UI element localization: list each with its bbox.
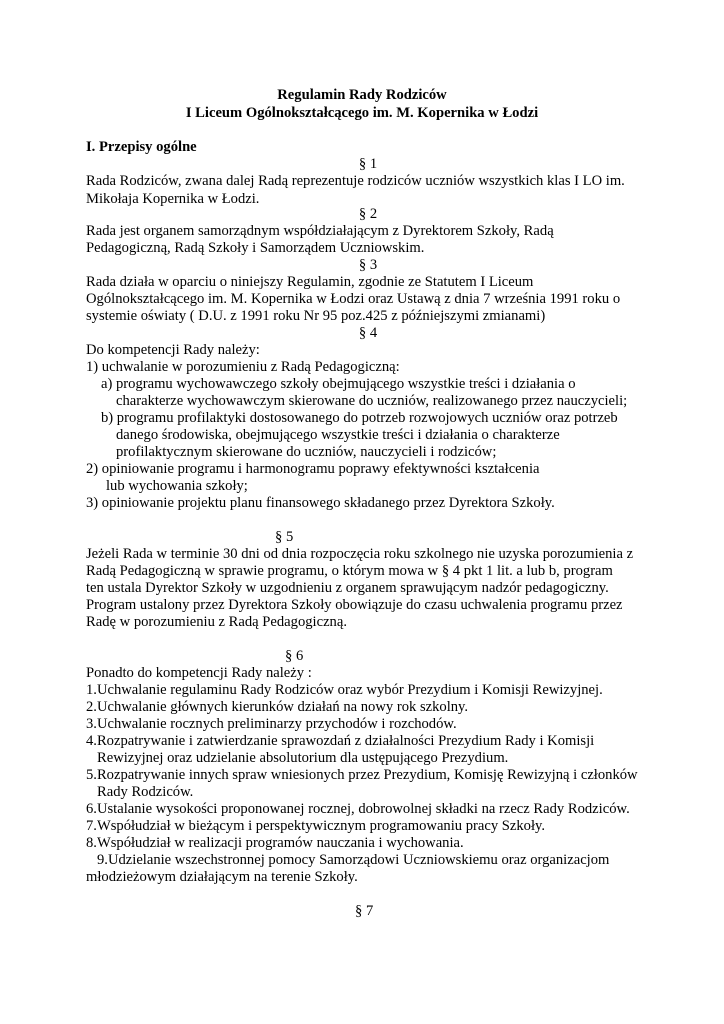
list-item: 1.Uchwalanie regulaminu Rady Rodziców oraz wybór Prezydium i Komisji Rewizyjnej.	[86, 682, 603, 698]
list-item: danego środowiska, obejmującego wszystkie treści i działania o charakterze	[116, 427, 560, 443]
list-item: młodzieżowym działającym na terenie Szkoły.	[86, 869, 358, 885]
paragraph-number: § 2	[358, 206, 378, 222]
list-item: 8.Współudział w realizacji programów nauczania i wychowania.	[86, 835, 464, 851]
paragraph-line: Rada jest organem samorządnym współdziałającym z Dyrektorem Szkoły, Radą	[86, 223, 554, 239]
list-item: 6.Ustalanie wysokości proponowanej rocznej, dobrowolnej składki na rzecz Rady Rodziców.	[86, 801, 630, 817]
list-item: 2) opiniowanie programu i harmonogramu poprawy efektywności kształcenia	[86, 461, 540, 477]
paragraph-line: Mikołaja Kopernika w Łodzi.	[86, 191, 260, 207]
paragraph-line: Do kompetencji Rady należy:	[86, 342, 260, 358]
paragraph-number: § 3	[358, 257, 378, 273]
list-item: 9.Udzielanie wszechstronnej pomocy Samorządowi Uczniowskiemu oraz organizacjom	[97, 852, 610, 868]
paragraph-line: Rada Rodziców, zwana dalej Radą reprezentuje rodziców uczniów wszystkich klas I LO im.	[86, 173, 625, 189]
document-subtitle: I Liceum Ogólnokształcącego im. M. Kopernika w Łodzi	[185, 105, 539, 121]
paragraph-line: systemie oświaty ( D.U. z 1991 roku Nr 95 poz.425 z późniejszymi zmianami)	[86, 308, 546, 324]
paragraph-line: Jeżeli Rada w terminie 30 dni od dnia rozpoczęcia roku szkolnego nie uzyska porozumienia z	[86, 546, 634, 562]
paragraph-line: Rada działa w oparciu o niniejszy Regulamin, zgodnie ze Statutem I Liceum	[86, 274, 534, 290]
list-item: 7.Współudział w bieżącym i perspektywicznym programowaniu pracy Szkoły.	[86, 818, 546, 834]
paragraph-number: § 4	[358, 325, 378, 341]
paragraph-line: Radę w porozumieniu z Radą Pedagogiczną.	[86, 614, 347, 630]
list-item: Rewizyjnej oraz udzielanie absolutorium dla ustępującego Prezydium.	[97, 750, 509, 766]
list-item: b) programu profilaktyki dostosowanego do potrzeb rozwojowych uczniów oraz potrzeb	[101, 410, 618, 426]
paragraph-line: Pedagogiczną, Radą Szkoły i Samorządem Uczniowskim.	[86, 240, 425, 256]
paragraph-line: Program ustalony przez Dyrektora Szkoły obowiązuje do czasu uchwalenia programu przez	[86, 597, 623, 613]
list-item: 1) uchwalanie w porozumieniu z Radą Pedagogiczną:	[86, 359, 400, 375]
paragraph-number: § 6	[285, 648, 304, 664]
paragraph-line: Radą Pedagogiczną w sprawie programu, o którym mowa w § 4 pkt 1 lit. a lub b, program	[86, 563, 613, 579]
paragraph-line: ten ustala Dyrektor Szkoły w uzgodnieniu z organem sprawującym nadzór pedagogiczny.	[86, 580, 609, 596]
paragraph-number: § 5	[275, 529, 294, 545]
section-heading: I. Przepisy ogólne	[86, 139, 197, 155]
document-title: Regulamin Rady Rodziców	[277, 87, 447, 103]
list-item: a) programu wychowawczego szkoły obejmującego wszystkie treści i działania o	[101, 376, 576, 392]
paragraph-line: Ogólnokształcącego im. M. Kopernika w Łodzi oraz Ustawą z dnia 7 września 1991 roku o	[86, 291, 621, 307]
list-item: charakterze wychowawczym skierowane do uczniów, realizowanego przez nauczycieli;	[116, 393, 628, 409]
list-item: 3.Uchwalanie rocznych preliminarzy przychodów i rozchodów.	[86, 716, 457, 732]
list-item: profilaktycznym skierowane do uczniów, nauczycieli i rodziców;	[116, 444, 497, 460]
list-item: lub wychowania szkoły;	[106, 478, 248, 494]
list-item: 2.Uchwalanie głównych kierunków działań na nowy rok szkolny.	[86, 699, 469, 715]
paragraph-line: Ponadto do kompetencji Rady należy :	[86, 665, 312, 681]
list-item: 5.Rozpatrywanie innych spraw wniesionych przez Prezydium, Komisję Rewizyjną i członków	[86, 767, 638, 783]
list-item: 3) opiniowanie projektu planu finansowego składanego przez Dyrektora Szkoły.	[86, 495, 555, 511]
list-item: Rady Rodziców.	[97, 784, 194, 800]
paragraph-number: § 1	[358, 156, 378, 172]
paragraph-number: § 7	[355, 903, 374, 919]
list-item: 4.Rozpatrywanie i zatwierdzanie sprawozdań z działalności Prezydium Rady i Komisji	[86, 733, 595, 749]
